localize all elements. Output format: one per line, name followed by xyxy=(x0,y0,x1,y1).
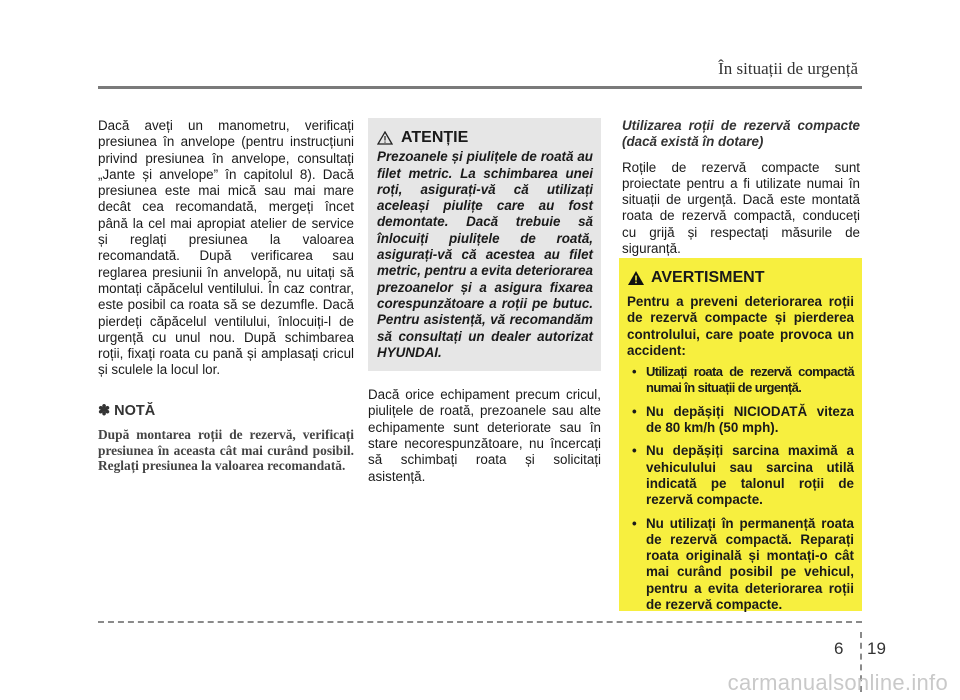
compact-spare-paragraph: Roțile de rezervă compacte sunt proiectate pentru a fi utilizate numai în situații de urgență. Dacă este montată roata de rezervă compactă, conduceți cu grijă și respectați măsurile de siguranță. xyxy=(622,159,860,257)
warning-box xyxy=(619,258,862,611)
caution-title: ATENȚIE xyxy=(401,129,469,146)
note-heading xyxy=(98,403,354,419)
warning-triangle-icon xyxy=(627,270,645,286)
caution-text: Prezoanele și piulițele de roată au filet metric. La schimbarea unei roți, asigurați-vă că utilizați aceleași piulițe care au fost demontate. Dacă trebuie să înlocuiți piulițele de roată, asigurați-vă că acestea au filet metric, pentru a evita deteriorarea prezoanelor și a asigura fixarea corespunzătoare a roții pe butuc. Pentru asistență, vă recomandăm să consultați un dealer autorizat HYUNDAI. xyxy=(377,149,593,360)
compact-spare-subtitle: Utilizarea roții de rezervă compacte (dacă există în dotare) xyxy=(622,118,860,150)
note-title: NOTĂ xyxy=(114,402,156,419)
caution-triangle-icon xyxy=(377,131,393,145)
note-text: După montarea roții de rezervă, verificați presiunea în aceasta cât mai curând posibil. Reglați presiunea la valoarea recomandată. xyxy=(98,427,354,474)
warning-item: • Utilizați roata de rezervă compactă numai în situații de urgență. xyxy=(627,364,854,397)
column-left xyxy=(98,118,354,474)
header-rule xyxy=(98,86,862,89)
caution-box xyxy=(368,118,601,371)
column-middle xyxy=(368,118,601,485)
watermark-text: carmanualsonline.info xyxy=(727,670,948,695)
footer-dashed-rule xyxy=(98,621,862,623)
caution-heading xyxy=(377,130,593,146)
tire-pressure-paragraph: Dacă aveți un manometru, verificați presiunea în anvelope (pentru instrucțiuni privind presiunea în anvelope, consultați „Jante și anvelope” în capitolul 8). Dacă presiunea este mai mică sau mai mare decât cea recomandată, mergeți încet până la cel mai apropiat atelier de service și reglați presiunea la valoarea recomandată. După verificarea sau reglarea presiunii în anvelopă, nu uitați să montați căpăcelul ventilului. În caz contrar, este posibil ca roata să se dezumfle. Dacă pierdeți căpăcelul ventilului, înlocuiți-l de urgență cu unul nou. După schimbarea roții, fixați roata cu pană și amplasați cricul și sculele la locul lor. xyxy=(98,118,354,378)
column-right xyxy=(622,118,860,257)
warning-item: • Nu depășiți NICIODATĂ viteza de 80 km/h (50 mph). xyxy=(627,404,854,437)
note-mark-icon: ✽ xyxy=(98,402,111,419)
page-header-title: În situații de urgență xyxy=(718,59,858,78)
chapter-number: 6 xyxy=(834,639,844,658)
page-number: 19 xyxy=(867,639,886,658)
warning-item: • Nu utilizați în permanență roata de rezervă compactă. Reparați roata originală și montați-o cât mai curând posibil pe vehicul, pentru a evita deteriorarea roții de rezervă compacte. xyxy=(627,516,854,614)
warning-intro: Pentru a preveni deteriorarea roții de rezervă compacte și pierderea controlului, care poate provoca un accident: xyxy=(627,294,854,358)
warning-list xyxy=(627,364,854,613)
warning-title: AVERTISMENT xyxy=(651,269,765,286)
warning-item: • Nu depășiți sarcina maximă a vehiculului sau sarcina utilă indicată pe talonul roții de rezervă compacte. xyxy=(627,443,854,508)
equipment-paragraph: Dacă orice echipament precum cricul, piulițele de roată, prezoanele sau alte echipamente sunt deteriorate sau în stare necorespunzătoare, nu încercați să schimbați roata și solicitați asistență. xyxy=(368,387,601,484)
warning-heading xyxy=(627,269,854,287)
